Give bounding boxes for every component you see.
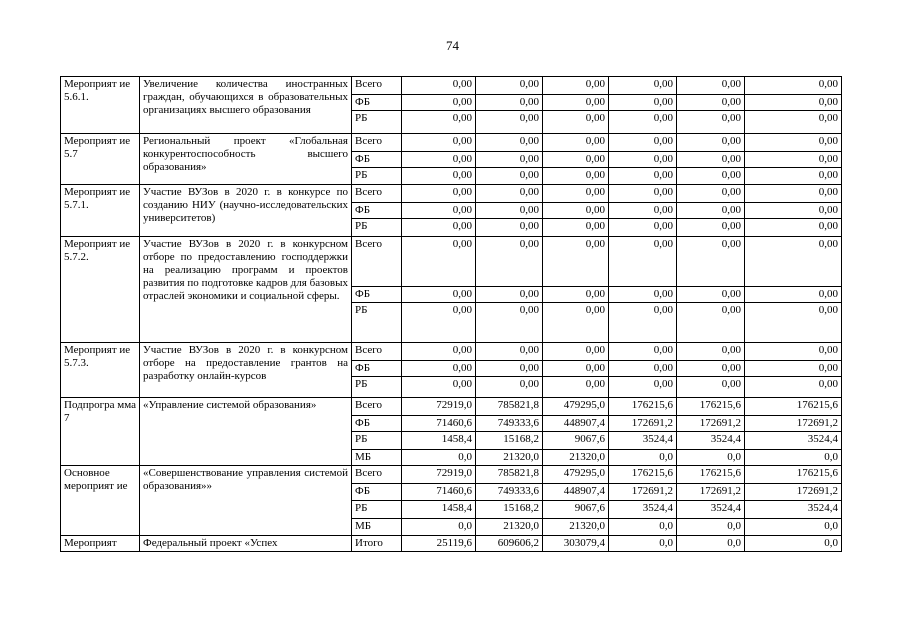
amount-cell: 0,0 [402, 450, 476, 466]
funding-source-cell: Итого [352, 536, 402, 552]
amount-cell: 0,00 [402, 237, 476, 287]
amount-cell: 0,00 [677, 203, 745, 219]
budget-table [60, 76, 842, 552]
amount-cell: 3524,4 [609, 501, 677, 519]
amount-cell: 0,0 [745, 450, 842, 466]
funding-source-cell: Всего [352, 134, 402, 152]
amount-cell: 0,00 [402, 77, 476, 95]
amount-cell: 749333,6 [476, 484, 543, 501]
measure-description-cell: «Совершенствование управления системой образования»» [140, 466, 352, 536]
amount-cell: 0,0 [677, 450, 745, 466]
funding-source-cell: ФБ [352, 416, 402, 432]
amount-cell: 0,00 [402, 361, 476, 377]
amount-cell: 0,00 [745, 152, 842, 168]
measure-code-cell: Мероприят ие 5.7.1. [61, 185, 140, 237]
amount-cell: 0,00 [476, 185, 543, 203]
amount-cell: 0,00 [677, 237, 745, 287]
funding-source-cell: Всего [352, 185, 402, 203]
funding-source-cell: ФБ [352, 361, 402, 377]
amount-cell: 0,00 [677, 95, 745, 111]
funding-source-cell: РБ [352, 219, 402, 237]
amount-cell: 0,00 [745, 77, 842, 95]
funding-source-cell: Всего [352, 398, 402, 416]
amount-cell: 0,0 [745, 519, 842, 536]
measure-description-cell: Федеральный проект «Успех [140, 536, 352, 552]
amount-cell: 0,00 [476, 203, 543, 219]
amount-cell: 172691,2 [609, 484, 677, 501]
amount-cell: 0,00 [609, 377, 677, 398]
amount-cell: 0,00 [609, 203, 677, 219]
amount-cell: 0,00 [543, 237, 609, 287]
amount-cell: 71460,6 [402, 484, 476, 501]
amount-cell: 0,00 [476, 303, 543, 343]
amount-cell: 0,00 [745, 185, 842, 203]
amount-cell: 0,0 [677, 536, 745, 552]
amount-cell: 21320,0 [543, 519, 609, 536]
amount-cell: 3524,4 [745, 432, 842, 450]
amount-cell: 0,00 [543, 219, 609, 237]
amount-cell: 0,00 [745, 111, 842, 134]
funding-source-cell: РБ [352, 111, 402, 134]
amount-cell: 172691,2 [609, 416, 677, 432]
amount-cell: 0,00 [476, 237, 543, 287]
table-row [61, 77, 842, 95]
amount-cell: 72919,0 [402, 398, 476, 416]
amount-cell: 0,00 [402, 134, 476, 152]
amount-cell: 0,0 [677, 519, 745, 536]
amount-cell: 0,00 [543, 287, 609, 303]
amount-cell: 0,00 [402, 377, 476, 398]
amount-cell: 0,00 [745, 343, 842, 361]
amount-cell: 0,0 [609, 519, 677, 536]
funding-source-cell: РБ [352, 432, 402, 450]
amount-cell: 479295,0 [543, 398, 609, 416]
amount-cell: 0,00 [543, 95, 609, 111]
table-row [61, 343, 842, 361]
amount-cell: 0,00 [745, 361, 842, 377]
amount-cell: 0,00 [609, 152, 677, 168]
table-row [61, 536, 842, 552]
amount-cell: 0,00 [677, 361, 745, 377]
amount-cell: 0,00 [609, 168, 677, 185]
amount-cell: 0,00 [745, 287, 842, 303]
amount-cell: 172691,2 [677, 416, 745, 432]
amount-cell: 0,00 [745, 203, 842, 219]
amount-cell: 9067,6 [543, 501, 609, 519]
table-row [61, 185, 842, 203]
amount-cell: 0,00 [745, 134, 842, 152]
amount-cell: 0,00 [677, 219, 745, 237]
funding-source-cell: ФБ [352, 287, 402, 303]
amount-cell: 0,00 [402, 168, 476, 185]
amount-cell: 0,00 [543, 343, 609, 361]
amount-cell: 0,00 [476, 77, 543, 95]
measure-description-cell: Увеличение количества иностранных граждан, обучающихся в образовательных организациях высшего образования [140, 77, 352, 134]
amount-cell: 176215,6 [677, 466, 745, 484]
amount-cell: 0,00 [609, 134, 677, 152]
amount-cell: 0,00 [609, 237, 677, 287]
funding-source-cell: ФБ [352, 152, 402, 168]
amount-cell: 0,0 [745, 536, 842, 552]
amount-cell: 25119,6 [402, 536, 476, 552]
amount-cell: 448907,4 [543, 484, 609, 501]
amount-cell: 176215,6 [745, 398, 842, 416]
amount-cell: 0,00 [543, 185, 609, 203]
amount-cell: 0,00 [677, 185, 745, 203]
funding-source-cell: Всего [352, 466, 402, 484]
funding-source-cell: ФБ [352, 95, 402, 111]
amount-cell: 0,00 [677, 287, 745, 303]
measure-description-cell: Региональный проект «Глобальная конкурентоспособность высшего образования» [140, 134, 352, 185]
amount-cell: 21320,0 [476, 450, 543, 466]
amount-cell: 0,00 [543, 77, 609, 95]
amount-cell: 0,00 [609, 111, 677, 134]
funding-source-cell: Всего [352, 343, 402, 361]
amount-cell: 609606,2 [476, 536, 543, 552]
amount-cell: 479295,0 [543, 466, 609, 484]
amount-cell: 0,00 [677, 168, 745, 185]
amount-cell: 3524,4 [677, 432, 745, 450]
amount-cell: 3524,4 [745, 501, 842, 519]
amount-cell: 0,00 [476, 134, 543, 152]
amount-cell: 1458,4 [402, 501, 476, 519]
measure-code-cell: Мероприят ие 5.7 [61, 134, 140, 185]
amount-cell: 303079,4 [543, 536, 609, 552]
amount-cell: 0,00 [476, 95, 543, 111]
funding-source-cell: РБ [352, 168, 402, 185]
amount-cell: 0,00 [745, 237, 842, 287]
amount-cell: 0,00 [677, 134, 745, 152]
amount-cell: 0,00 [476, 168, 543, 185]
amount-cell: 0,00 [677, 343, 745, 361]
amount-cell: 0,00 [609, 361, 677, 377]
amount-cell: 72919,0 [402, 466, 476, 484]
measure-description-cell: Участие ВУЗов в 2020 г. в конкурсном отборе по предоставлению господдержки на реализацию программ и проектов развития по подготовке кадров для базовых отраслей экономики и социальной сферы. [140, 237, 352, 343]
amount-cell: 0,00 [543, 152, 609, 168]
funding-source-cell: МБ [352, 519, 402, 536]
funding-source-cell: МБ [352, 450, 402, 466]
amount-cell: 0,00 [609, 219, 677, 237]
amount-cell: 0,00 [609, 287, 677, 303]
amount-cell: 0,00 [677, 303, 745, 343]
amount-cell: 0,00 [677, 111, 745, 134]
amount-cell: 176215,6 [745, 466, 842, 484]
amount-cell: 0,00 [476, 219, 543, 237]
measure-code-cell: Мероприят ие 5.7.2. [61, 237, 140, 343]
measure-description-cell: «Управление системой образования» [140, 398, 352, 466]
amount-cell: 785821,8 [476, 466, 543, 484]
amount-cell: 0,0 [609, 450, 677, 466]
amount-cell: 0,00 [476, 377, 543, 398]
funding-source-cell: ФБ [352, 203, 402, 219]
amount-cell: 0,00 [543, 303, 609, 343]
measure-code-cell: Подпрогра мма 7 [61, 398, 140, 466]
amount-cell: 0,00 [543, 377, 609, 398]
amount-cell: 15168,2 [476, 432, 543, 450]
amount-cell: 0,00 [677, 152, 745, 168]
table-row [61, 398, 842, 416]
amount-cell: 0,00 [402, 219, 476, 237]
amount-cell: 0,00 [402, 303, 476, 343]
amount-cell: 749333,6 [476, 416, 543, 432]
measure-code-cell: Мероприят ие 5.6.1. [61, 77, 140, 134]
amount-cell: 0,00 [402, 287, 476, 303]
funding-source-cell: РБ [352, 303, 402, 343]
amount-cell: 21320,0 [476, 519, 543, 536]
amount-cell: 0,00 [745, 377, 842, 398]
amount-cell: 0,00 [609, 185, 677, 203]
amount-cell: 0,00 [543, 168, 609, 185]
table-row [61, 237, 842, 287]
amount-cell: 0,0 [609, 536, 677, 552]
amount-cell: 0,00 [677, 377, 745, 398]
table-row [61, 134, 842, 152]
amount-cell: 0,00 [402, 185, 476, 203]
amount-cell: 1458,4 [402, 432, 476, 450]
amount-cell: 0,00 [609, 303, 677, 343]
amount-cell: 9067,6 [543, 432, 609, 450]
amount-cell: 0,00 [543, 203, 609, 219]
amount-cell: 0,00 [543, 111, 609, 134]
amount-cell: 21320,0 [543, 450, 609, 466]
amount-cell: 0,00 [609, 343, 677, 361]
amount-cell: 0,00 [745, 219, 842, 237]
amount-cell: 172691,2 [677, 484, 745, 501]
amount-cell: 0,00 [745, 168, 842, 185]
amount-cell: 0,00 [402, 111, 476, 134]
amount-cell: 785821,8 [476, 398, 543, 416]
measure-description-cell: Участие ВУЗов в 2020 г. в конкурсе по созданию НИУ (научно-исследовательских университетов) [140, 185, 352, 237]
funding-source-cell: ФБ [352, 484, 402, 501]
amount-cell: 0,00 [543, 134, 609, 152]
amount-cell: 0,00 [476, 111, 543, 134]
amount-cell: 0,00 [745, 95, 842, 111]
amount-cell: 3524,4 [609, 432, 677, 450]
measure-description-cell: Участие ВУЗов в 2020 г. в конкурсном отборе на предоставление грантов на разработку онлайн-курсов [140, 343, 352, 398]
amount-cell: 71460,6 [402, 416, 476, 432]
measure-code-cell: Мероприят ие 5.7.3. [61, 343, 140, 398]
amount-cell: 0,00 [609, 77, 677, 95]
measure-code-cell: Основное мероприят ие [61, 466, 140, 536]
amount-cell: 3524,4 [677, 501, 745, 519]
table-row [61, 466, 842, 484]
amount-cell: 0,00 [476, 152, 543, 168]
amount-cell: 0,00 [476, 361, 543, 377]
amount-cell: 0,00 [677, 77, 745, 95]
amount-cell: 0,00 [476, 343, 543, 361]
funding-source-cell: Всего [352, 77, 402, 95]
funding-source-cell: РБ [352, 377, 402, 398]
amount-cell: 176215,6 [677, 398, 745, 416]
amount-cell: 172691,2 [745, 416, 842, 432]
amount-cell: 15168,2 [476, 501, 543, 519]
amount-cell: 0,00 [402, 152, 476, 168]
amount-cell: 0,00 [402, 95, 476, 111]
amount-cell: 0,00 [402, 203, 476, 219]
amount-cell: 176215,6 [609, 398, 677, 416]
amount-cell: 176215,6 [609, 466, 677, 484]
amount-cell: 0,00 [609, 95, 677, 111]
amount-cell: 0,00 [745, 303, 842, 343]
amount-cell: 0,00 [402, 343, 476, 361]
amount-cell: 448907,4 [543, 416, 609, 432]
page-number: 74 [446, 38, 459, 53]
funding-source-cell: РБ [352, 501, 402, 519]
amount-cell: 0,00 [476, 287, 543, 303]
measure-code-cell: Мероприят [61, 536, 140, 552]
amount-cell: 172691,2 [745, 484, 842, 501]
funding-source-cell: Всего [352, 237, 402, 287]
amount-cell: 0,00 [543, 361, 609, 377]
amount-cell: 0,0 [402, 519, 476, 536]
